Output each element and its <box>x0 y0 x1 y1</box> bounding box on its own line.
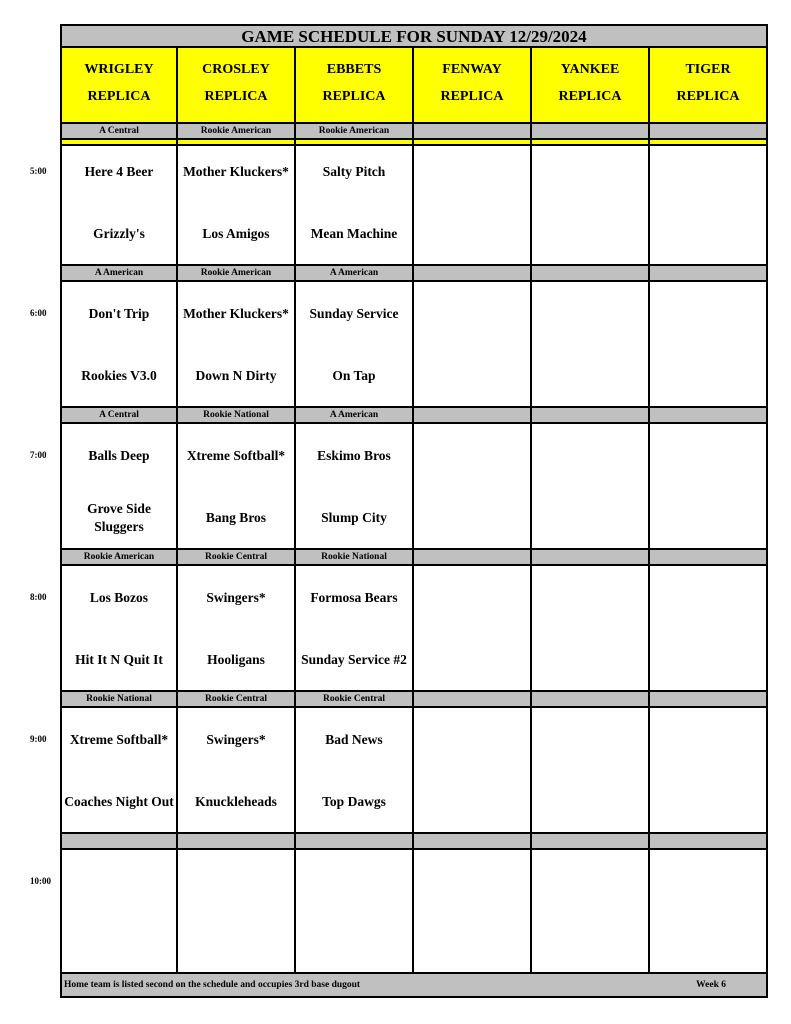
schedule-footer <box>60 972 768 998</box>
division-label: Rookie American <box>62 550 178 564</box>
game-row <box>60 424 768 548</box>
division-label <box>650 408 768 422</box>
field-subtitle: REPLICA <box>87 89 151 104</box>
away-team: Eskimo Bros <box>317 448 391 463</box>
away-team: Mother Kluckers* <box>183 306 289 321</box>
game-cell <box>650 708 768 832</box>
home-team <box>532 216 648 252</box>
game-cell <box>532 850 650 974</box>
home-team <box>296 926 412 962</box>
division-label <box>532 834 650 848</box>
home-team: Rookies V3.0 <box>81 368 157 383</box>
away-team <box>532 722 648 758</box>
time-label: 8:00 <box>30 592 47 602</box>
away-team <box>414 154 530 190</box>
home-team: Top Dawgs <box>322 794 386 809</box>
division-label: Rookie Central <box>178 550 296 564</box>
away-team <box>532 438 648 474</box>
division-label: A American <box>62 266 178 280</box>
home-team: Hit It N Quit It <box>75 652 163 667</box>
home-team: Slump City <box>321 510 387 525</box>
division-label: Rookie National <box>62 692 178 706</box>
away-team <box>62 864 176 900</box>
game-cell <box>178 424 296 548</box>
home-team <box>178 926 294 962</box>
game-cell <box>62 708 178 832</box>
away-team <box>650 154 768 190</box>
home-team <box>650 642 768 678</box>
away-team: Formosa Bears <box>310 590 398 605</box>
home-team <box>414 216 530 252</box>
time-label: 6:00 <box>30 308 47 318</box>
game-cell <box>296 566 414 690</box>
home-team: Los Amigos <box>202 226 270 241</box>
game-cell <box>296 424 414 548</box>
away-team <box>650 296 768 332</box>
home-team: Bang Bros <box>205 510 267 525</box>
field-name: TIGER <box>685 62 731 77</box>
division-row <box>60 264 768 282</box>
field-subtitle: REPLICA <box>322 89 386 104</box>
division-label <box>650 550 768 564</box>
division-label: Rookie National <box>178 408 296 422</box>
game-cell <box>650 424 768 548</box>
home-team <box>532 926 648 962</box>
division-label: Rookie American <box>178 266 296 280</box>
field-name: CROSLEY <box>202 62 270 77</box>
home-team <box>650 358 768 394</box>
field-name: EBBETS <box>326 62 382 77</box>
game-row <box>60 282 768 406</box>
division-label <box>414 266 532 280</box>
game-cell <box>650 282 768 406</box>
home-team <box>650 926 768 962</box>
away-team <box>178 864 294 900</box>
game-cell <box>532 708 650 832</box>
division-label: Rookie American <box>296 124 414 138</box>
home-team <box>532 358 648 394</box>
away-team <box>650 864 768 900</box>
division-label: Rookie American <box>178 124 296 138</box>
game-row <box>60 566 768 690</box>
division-label <box>650 692 768 706</box>
away-team: Swingers* <box>206 590 266 605</box>
division-label <box>62 834 178 848</box>
field-subtitle: REPLICA <box>440 89 504 104</box>
away-team: Swingers* <box>206 732 266 747</box>
game-cell <box>178 850 296 974</box>
division-label <box>650 124 768 138</box>
division-label: A American <box>296 408 414 422</box>
game-cell <box>62 850 178 974</box>
division-label: A Central <box>62 124 178 138</box>
field-name: YANKEE <box>560 62 620 77</box>
away-team <box>414 722 530 758</box>
division-label <box>532 692 650 706</box>
home-team: Sunday Service #2 <box>301 652 407 667</box>
division-label <box>650 266 768 280</box>
game-cell <box>414 424 532 548</box>
game-row <box>60 140 768 264</box>
away-team: Xtreme Softball* <box>186 448 286 463</box>
game-cell <box>296 282 414 406</box>
home-team <box>532 500 648 536</box>
away-team: Here 4 Beer <box>84 164 154 179</box>
away-team <box>532 154 648 190</box>
home-team <box>650 784 768 820</box>
division-label <box>532 550 650 564</box>
field-subtitle: REPLICA <box>558 89 622 104</box>
game-row <box>60 850 768 974</box>
away-team <box>414 864 530 900</box>
game-cell <box>62 140 178 264</box>
home-team <box>414 358 530 394</box>
game-cell <box>650 566 768 690</box>
division-label <box>532 408 650 422</box>
field-name: FENWAY <box>442 62 502 77</box>
division-row <box>60 690 768 708</box>
game-cell <box>62 282 178 406</box>
game-cell <box>414 566 532 690</box>
home-team: Mean Machine <box>310 226 398 241</box>
home-team: Hooligans <box>207 652 265 667</box>
division-label: A Central <box>62 408 178 422</box>
home-team <box>414 642 530 678</box>
away-team <box>650 722 768 758</box>
away-team: Sunday Service <box>309 306 399 321</box>
game-cell <box>414 708 532 832</box>
division-row <box>60 548 768 566</box>
game-cell <box>296 140 414 264</box>
field-subtitle: REPLICA <box>204 89 268 104</box>
home-team: Down N Dirty <box>195 368 277 383</box>
home-team <box>414 784 530 820</box>
division-row <box>60 122 768 140</box>
away-team <box>414 580 530 616</box>
game-cell <box>178 708 296 832</box>
game-cell <box>532 424 650 548</box>
away-team: Mother Kluckers* <box>183 164 289 179</box>
time-label: 9:00 <box>30 734 47 744</box>
game-cell <box>650 850 768 974</box>
division-label <box>414 124 532 138</box>
away-team: Bad News <box>325 732 383 747</box>
division-label: A American <box>296 266 414 280</box>
game-cell <box>650 140 768 264</box>
game-cell <box>296 850 414 974</box>
away-team: Don't Trip <box>88 306 150 321</box>
field-subtitle: REPLICA <box>676 89 740 104</box>
division-label <box>178 834 296 848</box>
away-team <box>296 864 412 900</box>
division-label <box>414 408 532 422</box>
away-team <box>650 438 768 474</box>
division-row <box>60 832 768 850</box>
game-cell <box>532 282 650 406</box>
home-team <box>414 926 530 962</box>
game-cell <box>296 708 414 832</box>
division-label: Rookie Central <box>178 692 296 706</box>
away-team <box>650 580 768 616</box>
away-team <box>414 296 530 332</box>
time-label: 7:00 <box>30 450 47 460</box>
division-label: Rookie National <box>296 550 414 564</box>
game-cell <box>178 566 296 690</box>
week-label: Week 6 <box>696 980 726 990</box>
home-team: Grove Side Sluggers <box>87 501 151 534</box>
away-team: Salty Pitch <box>322 164 386 179</box>
game-cell <box>62 566 178 690</box>
division-label <box>650 834 768 848</box>
game-cell <box>532 566 650 690</box>
division-label <box>414 834 532 848</box>
game-cell <box>178 140 296 264</box>
division-label <box>296 834 414 848</box>
time-label: 5:00 <box>30 166 47 176</box>
home-team: Knuckleheads <box>195 794 277 809</box>
home-team <box>532 642 648 678</box>
home-team <box>414 500 530 536</box>
away-team: Xtreme Softball* <box>69 732 169 747</box>
home-team: Grizzly's <box>93 226 145 241</box>
division-label <box>532 266 650 280</box>
home-team: Coaches Night Out <box>64 794 174 809</box>
away-team: Balls Deep <box>88 448 150 463</box>
away-team <box>532 296 648 332</box>
away-team: Los Bozos <box>89 590 149 605</box>
away-team <box>414 438 530 474</box>
division-row <box>60 406 768 424</box>
game-cell <box>532 140 650 264</box>
home-team-note: Home team is listed second on the schedule and occupies 3rd base dugout <box>64 980 361 990</box>
division-label: Rookie Central <box>296 692 414 706</box>
division-label <box>414 692 532 706</box>
time-label: 10:00 <box>30 876 51 886</box>
home-team <box>532 784 648 820</box>
field-name: WRIGLEY <box>84 62 154 77</box>
game-cell <box>62 424 178 548</box>
away-team <box>532 580 648 616</box>
game-cell <box>414 140 532 264</box>
home-team <box>62 926 176 962</box>
away-team <box>532 864 648 900</box>
game-cell <box>414 282 532 406</box>
schedule-title: GAME SCHEDULE FOR SUNDAY 12/29/2024 <box>60 24 768 48</box>
schedule-table <box>60 24 768 1000</box>
game-row <box>60 708 768 832</box>
division-label <box>414 550 532 564</box>
home-team <box>650 216 768 252</box>
game-cell <box>414 850 532 974</box>
game-cell <box>178 282 296 406</box>
home-team: On Tap <box>332 368 376 383</box>
home-team <box>650 500 768 536</box>
division-label <box>532 124 650 138</box>
